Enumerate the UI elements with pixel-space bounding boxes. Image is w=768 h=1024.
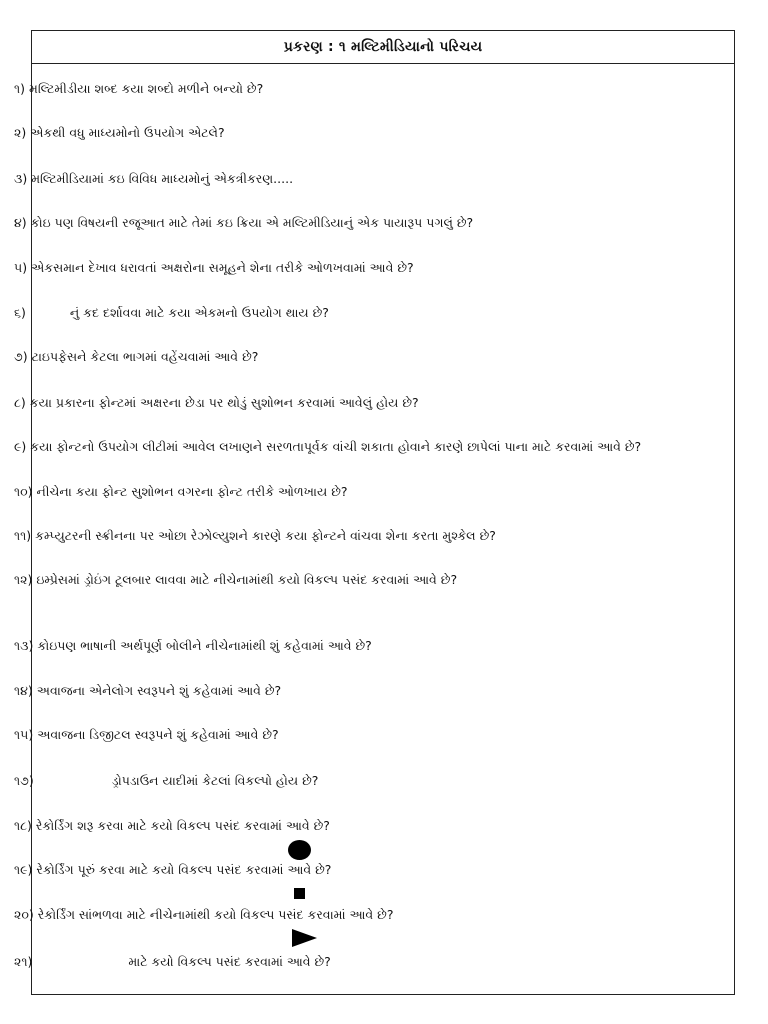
question-number: ૧) [14,81,26,96]
question-text: રેકોર્ડિંગ શરૂ કરવા માટે કયો વિકલ્પ પસંદ કરવામાં આવે છે? [35,818,330,833]
question-text: કોઇપણ ભાષાની અર્થપૂર્ણ બોલીને નીચેનામાંથી શું કહેવામાં આવે છે? [37,638,372,653]
question-9 [14,439,641,455]
question-text: નું કદ દર્શાવવા માટે કયા એકમનો ઉપયોગ થાય છે? [69,305,329,320]
record-circle-icon [288,840,311,860]
question-text: કોઇ પણ વિષયની રજૂઆત માટે તેમાં કઇ ક્રિયા એ મલ્ટિમીડિયાનું એક પાયારૂપ પગલું છે? [30,215,474,230]
question-number: ૭) [14,349,28,364]
question-number: ૧૦) [14,484,33,499]
question-number: ૧૨) [14,572,33,587]
question-15 [14,727,279,743]
question-5 [14,260,414,276]
question-1 [14,81,263,97]
question-number: ૨) [14,125,27,140]
question-number: ૧૮) [14,818,32,833]
question-17 [14,773,318,789]
question-number: ૫) [14,260,28,275]
question-text: નીચેના કયા ફોન્ટ સુશોભન વગરના ફોન્ટ તરીકે ઓળખાય છે? [36,484,348,499]
question-number: ૧૧) [14,528,32,543]
question-number: ૧૫) [14,727,34,742]
question-2 [14,125,225,141]
stop-square-icon [294,888,305,899]
question-text: રેકોર્ડિંગ પૂરું કરવા માટે કયો વિકલ્પ પસંદ કરવામાં આવે છે? [36,862,332,877]
question-21 [14,954,331,970]
question-text: રેકોર્ડિંગ સાંભળવા માટે નીચેનામાંથી કયો વિકલ્પ પસંદ કરવામાં આવે છે? [37,907,394,922]
question-number: ૧૯) [14,862,33,877]
question-text: અવાજના એનેલોગ સ્વરૂપને શું કહેવામાં આવે છે? [36,683,282,698]
question-number: ૮) [14,395,26,410]
question-text: માટે કયો વિકલ્પ પસંદ કરવામાં આવે છે? [128,954,331,969]
page-title: પ્રકરણ : ૧ મલ્ટિમીડિયાનો પરિચય [283,39,483,55]
question-18 [14,818,330,834]
question-number: ૧૪) [14,683,33,698]
question-text: એકથી વધુ માધ્યમોનો ઉપયોગ એટલે? [30,125,225,140]
question-number: ૧૭) [14,773,34,788]
question-6 [14,305,329,321]
question-text: કયા પ્રકારના ફોન્ટમાં અક્ષરના છેડા પર થોડું સુશોભન કરવામાં આવેલું હોય છે? [29,395,419,410]
question-text: કયા ફોન્ટનો ઉપયોગ લીટીમાં આવેલ લખાણને સરળતાપૂર્વક વાંચી શકાતા હોવાને કારણે છાપેલાં પાના માટે કરવામાં આવે છે? [30,439,642,454]
question-text: એકસમાન દેખાવ ધરાવતાં અક્ષરોના સમૂહને શેના તરીકે ઓળખવામાં આવે છે? [31,260,414,275]
question-text: મલ્ટિમીડિયામાં કઇ વિવિધ માધ્યમોનું એકત્રીકરણ..... [31,171,294,186]
question-text: કમ્પ્યુટરની સ્ક્રીનના પર ઓછા રેઝોલ્યુશને કારણે કયા ફોન્ટને વાંચવા શેના કરતા મુશ્કેલ છે? [35,528,496,543]
question-text: ટાઇપફેસને કેટલા ભાગમાં વહેંચવામાં આવે છે? [31,349,259,364]
question-8 [14,395,419,411]
question-text: મલ્ટિમીડીયા શબ્દ કયા શબ્દો મળીને બન્યો છે? [29,81,264,96]
question-10 [14,484,348,500]
question-text: ઇમ્પ્રેસમાં ડ્રોઇંગ ટૂલબાર લાવવા માટે નીચેનામાંથી કયો વિકલ્પ પસંદ કરવામાં આવે છે? [36,572,458,587]
question-4 [14,215,473,231]
question-number: ૧૩) [14,638,34,653]
question-19 [14,862,331,878]
question-20 [14,907,393,923]
title-row [32,31,734,64]
question-number: ૪) [14,215,27,230]
question-number: ૨૦) [14,907,34,922]
question-11 [14,528,496,544]
question-7 [14,349,258,365]
question-13 [14,638,372,654]
question-3 [14,171,293,187]
question-text: ડ્રોપડાઉન યાદીમાં કેટલાં વિકલ્પો હોય છે? [111,773,319,788]
question-12 [14,572,457,588]
question-14 [14,683,281,699]
play-triangle-icon [292,929,317,947]
question-number: ૯) [14,439,27,454]
question-number: ૬) [14,305,26,320]
question-number: ૩) [14,171,28,186]
question-text: અવાજના ડિજીટલ સ્વરૂપને શું કહેવામાં આવે છે? [37,727,279,742]
question-number: ૨૧) [14,954,33,969]
